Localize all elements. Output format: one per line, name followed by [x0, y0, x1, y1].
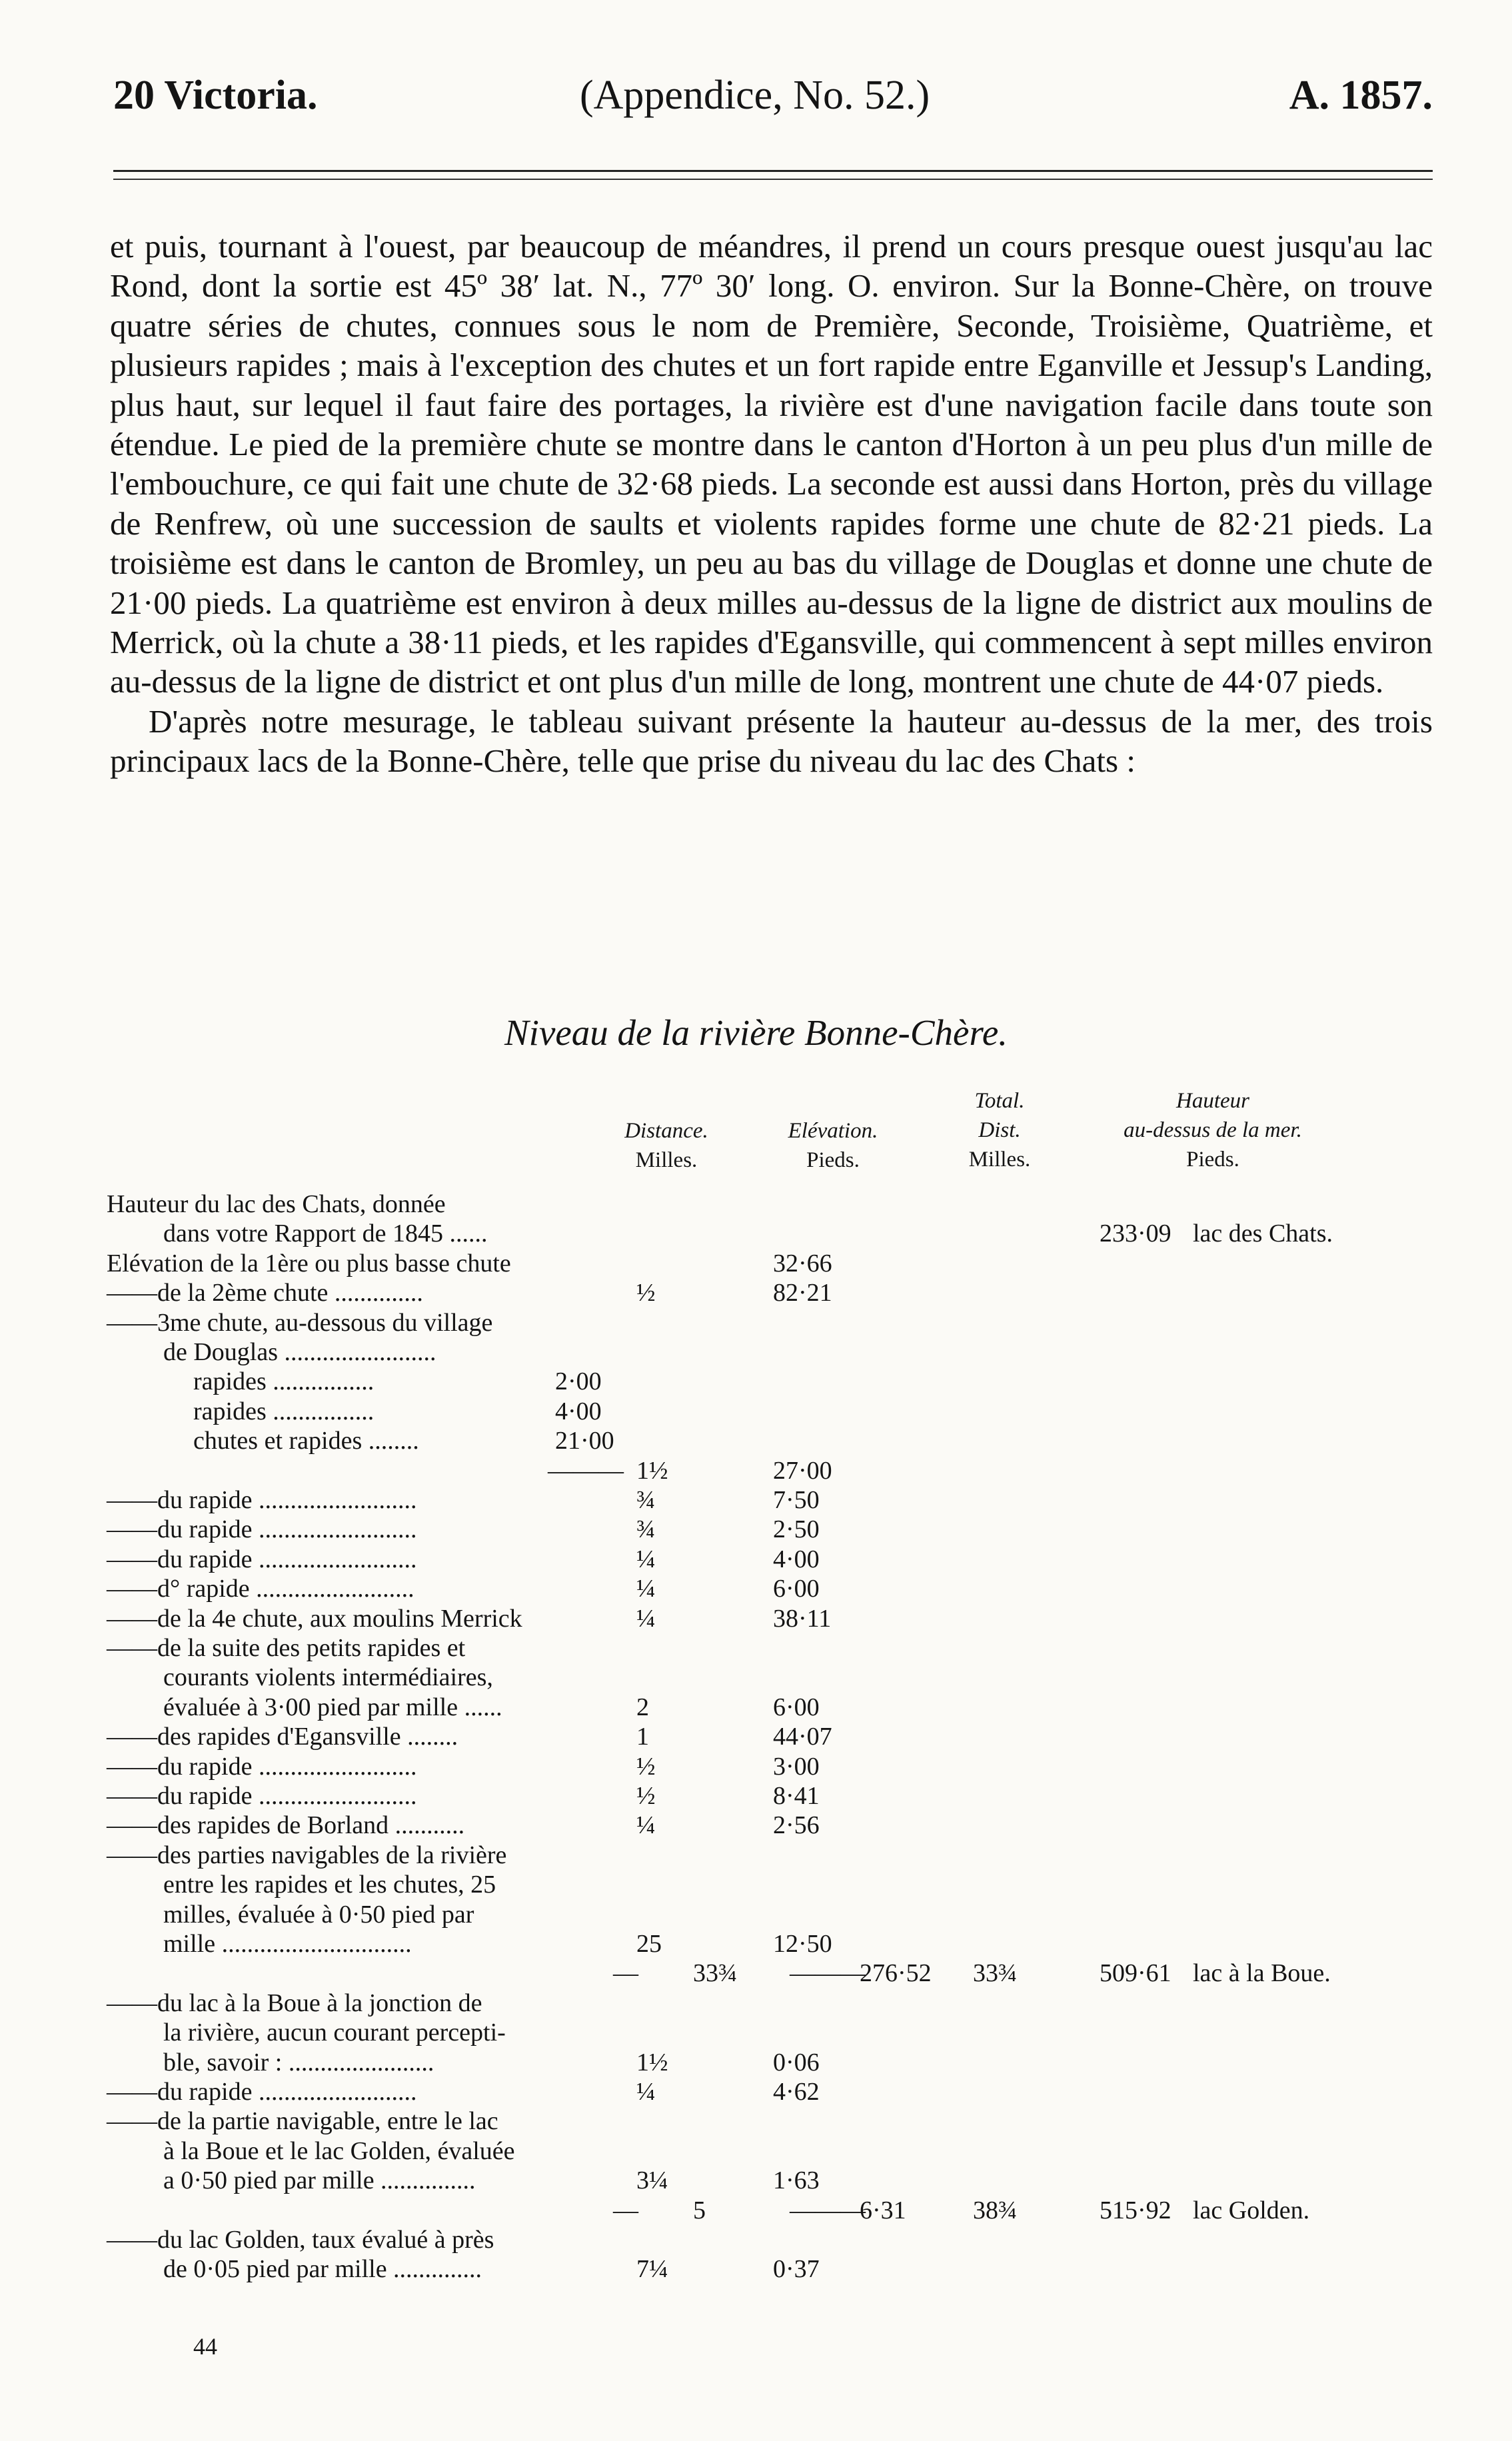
- row-distance: ¼: [636, 1545, 656, 1573]
- row-hauteur: 515·92: [1100, 2196, 1171, 2224]
- row-label: mille ..............................: [163, 1930, 412, 1958]
- row-subvalue: 4·00: [555, 1397, 602, 1425]
- row-label: milles, évaluée à 0·50 pied par: [163, 1900, 474, 1929]
- row-elevation: 82·21: [773, 1279, 832, 1307]
- row-label: ——du rapide .........................: [107, 1486, 417, 1514]
- row-label: a 0·50 pied par mille ...............: [163, 2166, 476, 2195]
- row-label: ——du lac Golden, taux évalué à près: [107, 2226, 494, 2254]
- row-distance: ¼: [636, 2078, 656, 2106]
- row-label: ——de la partie navigable, entre le lac: [107, 2107, 498, 2136]
- row-elevation: 12·50: [773, 1930, 832, 1958]
- paragraph-2: D'après notre mesurage, le tableau suivant présente la hauteur au-dessus de la mer, des trois principaux lacs de la Bonne-Chère, telle que prise du niveau du lac des Chats :: [110, 702, 1433, 780]
- row-label: ——du rapide .........................: [107, 2078, 417, 2106]
- row-label: ——d° rapide .........................: [107, 1575, 414, 1603]
- row-label: ——des rapides d'Egansville ........: [107, 1723, 458, 1751]
- row-elevation: 0·37: [773, 2255, 820, 2284]
- row-label: rapides ................: [193, 1397, 375, 1425]
- row-label: évaluée à 3·00 pied par mille ......: [163, 1693, 502, 1721]
- table-title: Niveau de la rivière Bonne-Chère.: [504, 1012, 1008, 1053]
- subtotal-rule: ———: [548, 1456, 624, 1485]
- row-distance: 25: [636, 1930, 662, 1958]
- row-elevation: 27·00: [773, 1456, 832, 1485]
- row-label: ——du rapide .........................: [107, 1782, 417, 1810]
- row-label: courants violents intermédiaires,: [163, 1663, 493, 1692]
- row-elevation: 0·06: [773, 2048, 820, 2076]
- header-rule-top: [113, 170, 1433, 172]
- row-elevation: 44·07: [773, 1723, 832, 1751]
- distance-total-rule: —: [613, 1959, 638, 1988]
- col-header-total: Total. Dist. Milles.: [968, 1089, 1031, 1172]
- row-distance: 2: [636, 1693, 649, 1721]
- row-label: Hauteur du lac des Chats, donnée: [107, 1190, 446, 1218]
- row-distance: 1½: [636, 1456, 668, 1485]
- row-distance: ¼: [636, 1575, 656, 1603]
- row-label: la rivière, aucun courant percepti-: [163, 2019, 506, 2047]
- row-distance: 3¼: [636, 2166, 668, 2195]
- row-elevation: 3·00: [773, 1752, 820, 1781]
- row-total-distance: 38¾: [973, 2196, 1018, 2224]
- row-label: Elévation de la 1ère ou plus basse chute: [107, 1249, 511, 1277]
- row-elevation: 6·00: [773, 1575, 820, 1603]
- header-center: (Appendice, No. 52.): [580, 73, 930, 118]
- row-distance: 1½: [636, 2048, 668, 2076]
- row-label: dans votre Rapport de 1845 ......: [163, 1220, 488, 1248]
- row-note: lac à la Boue.: [1193, 1959, 1331, 1988]
- row-elevation: 4·62: [773, 2078, 820, 2106]
- elevation-total-rule: ———: [790, 2196, 866, 2224]
- row-elevation: 38·11: [773, 1604, 832, 1633]
- row-note: lac des Chats.: [1193, 1220, 1333, 1248]
- row-elevation: 1·63: [773, 2166, 820, 2195]
- paragraph-1: et puis, tournant à l'ouest, par beaucoup de méandres, il prend un cours presque ouest jusqu'au lac Rond, dont la sortie est 45º 38′ lat. N., 77º 30′ long. O. environ. Sur la Bonne-Chère, on trouve quatre séries de chutes, connues sous le nom de Première, Seconde, Troisième, Quatrième, et plusieurs rapides ; mais à l'exception des chutes et un fort rapide entre Eganville et Jessup's Landing, plus haut, sur lequel il faut faire des portages, la rivière est d'une navigation facile dans toute son étendue. Le pied de la première chute se montre dans le canton d'Horton à un peu plus d'un mille de l'embouchure, ce qui fait une chute de 32·68 pieds. La seconde est aussi dans Horton, près du village de Renfrew, où une succession de saults et violents rapides forme une chute de 82·21 pieds. La troisième est dans le canton de Bromley, un peu au bas du village de Douglas et donne une chute de 21·00 pieds. La quatrième est environ à deux milles au-dessus de la ligne de district aux moulins de Merrick, où la chute a 38·11 pieds, et les rapides d'Egansville, qui commencent à sept milles environ au-dessus de la ligne de district et ont plus d'un mille de long, montrent une chute de 44·07 pieds.: [110, 228, 1433, 700]
- row-distance-total: 5: [693, 2196, 706, 2224]
- row-label: rapides ................: [193, 1367, 375, 1396]
- row-subvalue: 21·00: [555, 1427, 614, 1455]
- header-right: A. 1857.: [1289, 73, 1433, 118]
- col-header-distance: Distance. Milles.: [624, 1119, 708, 1172]
- header-left: 20 Victoria.: [113, 73, 318, 118]
- row-label: ble, savoir : .......................: [163, 2048, 434, 2076]
- row-distance: ½: [636, 1782, 656, 1810]
- running-header: [113, 72, 1433, 132]
- row-elevation: 32·66: [773, 1249, 832, 1277]
- row-label: ——des rapides de Borland ...........: [107, 1811, 465, 1840]
- row-label: ——du lac à la Boue à la jonction de: [107, 1989, 482, 2017]
- row-elevation-total: 276·52: [860, 1959, 932, 1988]
- row-elevation-total: 6·31: [860, 2196, 906, 2224]
- row-elevation: 8·41: [773, 1782, 820, 1810]
- row-label: à la Boue et le lac Golden, évaluée: [163, 2136, 515, 2165]
- row-elevation: 2·50: [773, 1515, 820, 1544]
- row-label: ——des parties navigables de la rivière: [107, 1841, 507, 1869]
- distance-total-rule: —: [613, 2196, 638, 2224]
- row-hauteur: 509·61: [1100, 1959, 1171, 1988]
- row-elevation: 7·50: [773, 1486, 820, 1514]
- row-label: ——de la suite des petits rapides et: [107, 1634, 466, 1662]
- row-distance: ¼: [636, 1604, 656, 1633]
- row-elevation: 6·00: [773, 1693, 820, 1721]
- row-total-distance: 33¾: [973, 1959, 1018, 1988]
- row-hauteur: 233·09: [1100, 1220, 1171, 1248]
- row-distance: ¾: [636, 1486, 656, 1514]
- row-elevation: 2·56: [773, 1811, 820, 1840]
- row-label: ——de la 4e chute, aux moulins Merrick: [107, 1604, 522, 1633]
- row-label: entre les rapides et les chutes, 25: [163, 1871, 496, 1899]
- row-label: ——du rapide .........................: [107, 1545, 417, 1573]
- row-distance: ¾: [636, 1515, 656, 1544]
- col-header-elevation: Elévation. Pieds.: [788, 1119, 878, 1172]
- row-distance: 7¼: [636, 2255, 668, 2284]
- row-label: ——du rapide .........................: [107, 1752, 417, 1781]
- row-distance-total: 33¾: [693, 1959, 738, 1988]
- body-text: [110, 227, 1433, 781]
- row-label: ——3me chute, au-dessous du village: [107, 1308, 493, 1337]
- row-elevation: 4·00: [773, 1545, 820, 1573]
- col-header-hauteur: Hauteur au-dessus de la mer. Pieds.: [1124, 1089, 1302, 1172]
- row-distance: ½: [636, 1279, 656, 1307]
- row-label: ——de la 2ème chute ..............: [107, 1279, 423, 1307]
- page-number: 44: [193, 2333, 217, 2360]
- row-label: de Douglas ........................: [163, 1338, 436, 1366]
- row-distance: ½: [636, 1752, 656, 1781]
- row-label: ——du rapide .........................: [107, 1515, 417, 1544]
- header-rule-bottom: [113, 179, 1433, 180]
- row-label: chutes et rapides ........: [193, 1427, 419, 1455]
- row-distance: ¼: [636, 1811, 656, 1840]
- elevation-total-rule: ———: [790, 1959, 866, 1988]
- row-note: lac Golden.: [1193, 2196, 1310, 2224]
- row-distance: 1: [636, 1723, 649, 1751]
- row-subvalue: 2·00: [555, 1367, 602, 1396]
- row-label: de 0·05 pied par mille ..............: [163, 2255, 482, 2284]
